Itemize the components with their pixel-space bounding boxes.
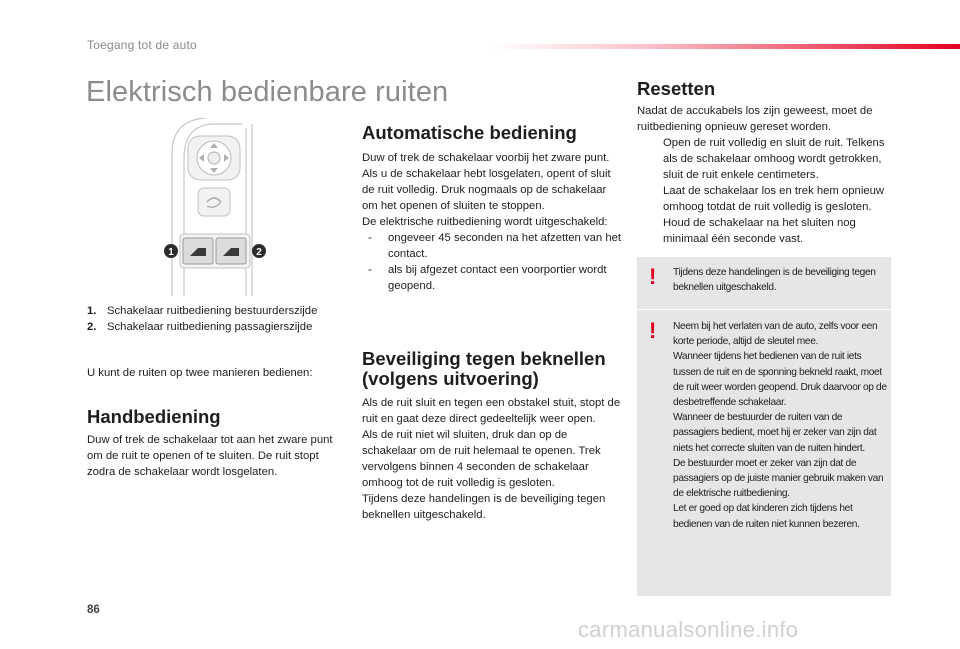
header-accent-bar [490,44,960,49]
paragraph: De bestuurder moet er zeker van zijn dat de passagiers op de juiste manier gebruik maken van de elektrische ruitbediening. [673,457,884,500]
body-beveiliging [362,395,624,523]
list-item-text: Houd de schakelaar na het sluiten nog minimaal één seconde vast. [663,217,856,245]
body-handbediening: Duw of trek de schakelaar tot aan het zware punt om de ruit te openen of te sluiten. De ruit stopt zodra de schakelaar wordt losgelaten. [87,434,333,478]
body-automatische-bediening [362,150,624,294]
warning-icon: ! [649,264,657,289]
warning-box [637,257,891,309]
dash-marker: - [368,264,372,276]
window-switch-illustration [160,118,270,296]
paragraph: Als de ruit sluit en tegen een obstakel stuit, stopt de ruit en gaat deze direct gedeeltelijk weer open. [362,397,621,425]
checkbox-icon [637,215,663,247]
caption-number: 1. [87,305,97,317]
watermark: carmanualsonline.info [578,617,799,642]
paragraph: Als de ruit niet wil sluiten, druk dan op de schakelaar om de ruit helemaal te openen. Trek vervolgens binnen 4 seconden de schakelaar omhoog tot de ruit volledig is gesloten. [362,429,601,489]
caption-number: 2. [87,320,97,333]
heading-handbediening: Handbediening [87,406,221,427]
paragraph: De elektrische ruitbediening wordt uitgeschakeld: [362,216,608,228]
list-item-text: Open de ruit volledig en sluit de ruit. Telkens als de schakelaar omhoog wordt getrokken, sluit de ruit enkele centimeters. [663,137,885,181]
body-resetten [637,103,895,247]
paragraph: Wanneer de bestuurder de ruiten van de passagiers bedient, moet hij er zeker van zijn dat niets het correcte sluiten van de ruiten hindert. [673,412,877,454]
list-item [637,183,895,215]
callout-1: 1 [168,247,174,258]
list-item-text: als bij afgezet contact een voorportier wordt geopend. [388,264,607,292]
warning-text [673,319,888,532]
list-item [362,230,624,262]
warning-box [637,310,891,596]
page-title: Elektrisch bedienbare ruiten [86,76,449,108]
page-number: 86 [87,604,100,616]
caption-text: Schakelaar ruitbediening passagierszijde [107,320,313,333]
paragraph: Let er goed op dat kinderen zich tijdens het bedienen van de ruiten niet kunnen bezeren. [673,503,860,530]
heading-automatische-bediening: Automatische bediening [362,122,577,143]
caption-item [87,304,352,320]
caption-text: Schakelaar ruitbediening bestuurderszijde [107,305,318,317]
intro-text: U kunt de ruiten op twee manieren bedienen: [87,367,313,379]
callout-2: 2 [256,247,262,258]
list-item [637,135,895,183]
list-item-text: ongeveer 45 seconden na het afzetten van het contact. [388,232,622,260]
paragraph: Tijdens deze handelingen is de beveiliging tegen beknellen uitgeschakeld. [362,493,606,521]
warning-icon: ! [649,318,657,343]
heading-resetten: Resetten [637,78,716,99]
caption-list [87,304,352,335]
list-item-text: Laat de schakelaar los en trek hem opnieuw omhoog totdat de ruit volledig is gesloten. [663,185,885,213]
paragraph: Wanneer tijdens het bedienen van de ruit iets tussen de ruit en de sponning bekneld raakt, moet de ruit weer worden geopend. Druk daarvoor op de desbetreffende schakelaar. [673,351,887,409]
heading-beveiliging: Beveiliging tegen beknellen (volgens uitvoering) [362,348,606,389]
paragraph: Duw of trek de schakelaar voorbij het zware punt. Als u de schakelaar hebt losgelaten, opent of sluit de ruit volledig. Druk nogmaals op de schakelaar om het openen of sluiten te stoppen. [362,152,611,212]
warning-text: Tijdens deze handelingen is de beveiliging tegen beknellen uitgeschakeld. [673,267,876,294]
paragraph: Nadat de accukabels los zijn geweest, moet de ruitbediening opnieuw gereset worden. [637,105,873,133]
list-item [637,215,895,247]
paragraph: Neem bij het verlaten van de auto, zelfs voor een korte periode, altijd de sleutel mee. [673,321,878,348]
dash-marker: - [368,232,372,244]
list-item [362,262,624,294]
checkbox-icon [637,183,663,215]
caption-item [87,320,352,336]
checkbox-icon [637,135,663,183]
section-label: Toegang tot de auto [87,38,197,52]
